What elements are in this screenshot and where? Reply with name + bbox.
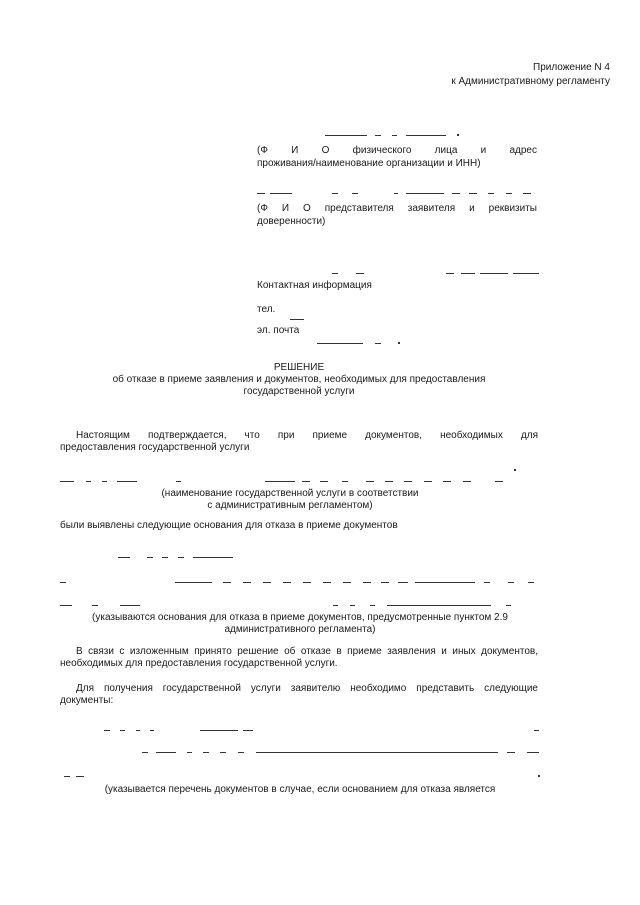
documents-list-blank [534,730,539,731]
applicant-fio-blank [375,135,381,136]
service-name-blank [117,481,137,482]
grounds-blank [193,557,233,558]
service-name-blank [443,481,451,482]
documents-list-blank [220,752,226,753]
grounds-blank [333,605,338,606]
representative-blank [452,193,460,194]
service-name-blank [366,481,374,482]
grounds-blank [323,582,331,583]
documents-list-blank [142,752,148,753]
grounds-blank [283,582,291,583]
grounds-blank [118,557,130,558]
grounds-intro: были выявлены следующие основания для отказа в приеме документов [60,520,398,531]
email-blank [398,342,400,344]
grounds-blank [398,582,408,583]
service-name-blank [320,481,328,482]
grounds-blank [60,605,72,606]
grounds-blank [243,582,251,583]
refusal-decision-text-continuation: необходимых для предоставления государственной услуги. [60,658,338,669]
service-name-blank [176,481,181,482]
grounds-blank [147,557,153,558]
decision-title: РЕШЕНИЕ [273,362,325,373]
grounds-blank [387,605,491,606]
grounds-blank [343,582,351,583]
contact-blank [446,273,454,274]
representative-blank [270,193,292,194]
grounds-blank [363,582,371,583]
service-name-blank [265,481,295,482]
grounds-blank [381,582,389,583]
applicant-fio-blank [325,135,367,136]
required-documents-text-continuation: документы: [60,695,114,706]
appendix-number: Приложение N 4 [533,62,610,73]
contact-info-label: Контактная информация [257,280,372,291]
service-name-blank [404,481,412,482]
contact-blank [480,273,508,274]
grounds-blank [178,557,184,558]
service-name-blank [342,481,348,482]
documents-list-blank [187,752,192,753]
applicant-address-label: проживания/наименование организации и ИНН) [257,158,481,169]
representative-blank [406,193,444,194]
documents-list-blank [150,730,154,731]
email-blank [375,343,381,344]
decision-subtitle-continuation: государственной услуги [243,386,355,397]
required-documents-text: Для получения государственной услуги заявителю необходимо представить следующие [76,683,538,694]
grounds-hint-continuation: административного регламента) [224,624,376,635]
documents-list-blank [243,730,253,731]
grounds-blank [92,605,98,606]
representative-blank [257,193,265,194]
representative-blank [523,193,531,194]
service-name-blank [495,481,503,482]
grounds-blank [175,582,212,583]
appendix-reference: к Административному регламенту [451,76,610,87]
grounds-blank [350,605,355,606]
contact-blank [356,273,364,274]
applicant-fio-blank [406,135,446,136]
service-name-blank [424,481,432,482]
service-name-blank [385,481,393,482]
documents-list-blank [507,752,515,753]
grounds-blank [484,582,490,583]
grounds-blank [60,582,66,583]
grounds-blank [528,582,534,583]
refusal-decision-text: В связи с изложенным принято решение об отказе в приеме заявления и иных документов, [76,646,538,657]
decision-subtitle: об отказе в приеме заявления и документов, необходимых для предоставления [112,374,486,385]
representative-blank [469,193,477,194]
phone-label: тел. [257,304,276,315]
service-name-blank [86,481,91,482]
contact-blank [513,273,539,274]
documents-list-hint: (указывается перечень документов в случае, если основанием для отказа является [104,784,496,795]
grounds-blank [506,605,511,606]
phone-blank [290,319,304,320]
documents-list-blank [238,752,244,753]
service-name-blank [302,481,310,482]
representative-label: (Ф И О представителя заявителя и реквизиты [257,203,537,214]
service-name-blank [60,481,74,482]
documents-list-blank [156,752,176,753]
confirmation-text-continuation: предоставления государственной услуги [60,442,250,453]
documents-list-blank [203,752,209,753]
documents-list-blank [76,776,84,777]
documents-list-blank [527,752,539,753]
grounds-blank [162,557,168,558]
email-blank [317,343,363,344]
documents-list-blank [200,730,238,731]
email-label: эл. почта [257,325,300,336]
documents-list-blank [256,752,498,753]
grounds-blank [415,582,475,583]
representative-blank [394,193,398,194]
power-of-attorney-label: доверенности) [257,216,326,227]
confirmation-text: Настоящим подтверждается, что при приеме документов, необходимых для [76,430,538,441]
grounds-blank [370,605,375,606]
documents-list-blank [120,730,125,731]
representative-blank [506,193,512,194]
documents-list-blank [104,730,110,731]
documents-list-blank [136,730,140,731]
service-name-hint-continuation: с административным регламентом) [207,500,373,511]
contact-blank [332,273,338,274]
service-name-blank [463,481,471,482]
representative-blank [488,193,494,194]
documents-list-blank [538,775,540,777]
contact-blank [461,273,475,274]
grounds-blank [263,582,271,583]
representative-blank [352,193,358,194]
grounds-hint: (указываются основания для отказа в приеме документов, предусмотренные пунктом 2.9 [92,612,508,623]
service-name-blank [514,469,516,471]
applicant-fio-blank [457,134,459,136]
grounds-blank [223,582,231,583]
applicant-fio-label: (Ф И О физического лица и адрес [257,145,537,156]
service-name-hint: (наименование государственной услуги в соответствии [161,488,419,499]
grounds-blank [120,605,140,606]
applicant-fio-blank [392,135,397,136]
service-name-blank [102,481,107,482]
documents-list-blank [64,776,70,777]
grounds-blank [508,582,514,583]
representative-blank [332,193,338,194]
grounds-blank [303,582,311,583]
